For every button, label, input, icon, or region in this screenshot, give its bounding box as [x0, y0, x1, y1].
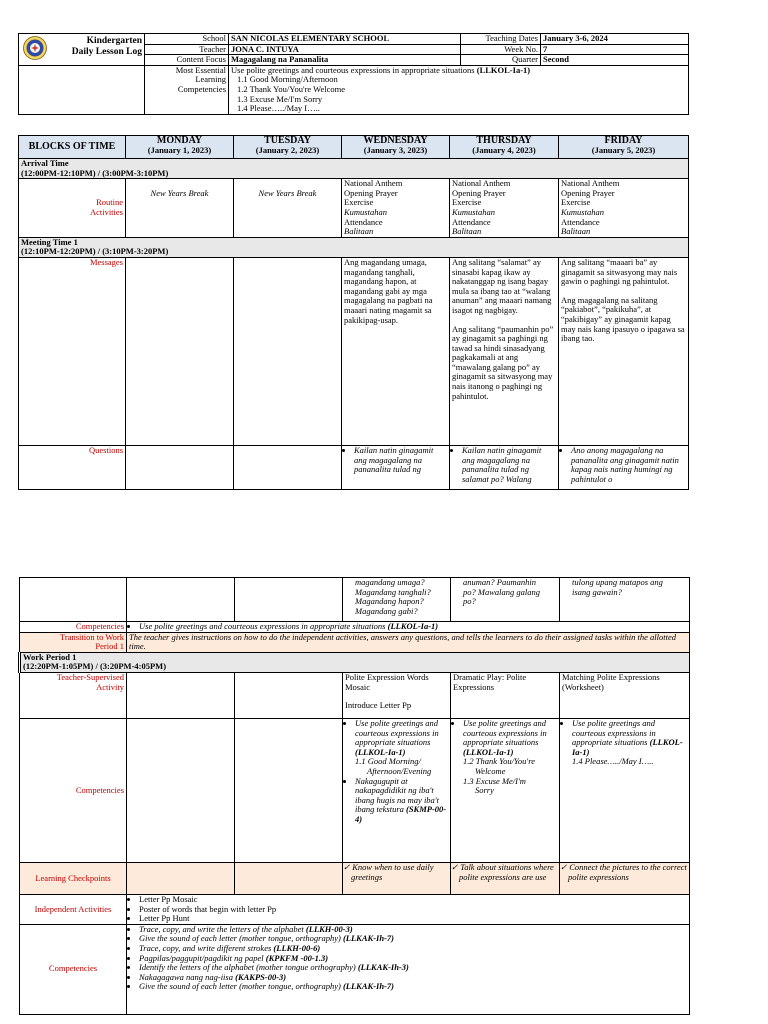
tuesday-header: TUESDAY (January 2, 2023): [234, 136, 342, 159]
teaching-dates-value: January 3-6, 2024: [541, 34, 689, 45]
transition-text: The teacher gives instructions on how to do the independent activities, answers any questions, and tells the learners to do their assigned tasks within the allotted time.: [127, 632, 690, 652]
independent-competencies-label: Competencies: [20, 924, 127, 1014]
arrival-time-section: [19, 159, 689, 179]
tuesday-work-competencies: [235, 718, 343, 862]
dll-main-table-page1: [18, 135, 689, 490]
questions-continued-label: [20, 578, 127, 622]
dll-main-table-page2: [18, 577, 690, 1015]
monday-header: MONDAY (January 1, 2023): [126, 136, 234, 159]
tuesday-messages: [234, 257, 342, 445]
friday-header: FRIDAY (January 5, 2023): [559, 136, 689, 159]
meeting-competencies-value: • Use polite greetings and courteous expressions in appropriate situations (LLKOL-Ia-1): [127, 622, 690, 633]
routine-activities-label: Routine Activities: [19, 179, 126, 238]
mel-item: 1.2 Thank You/You're Welcome: [237, 83, 346, 94]
wednesday-questions: • Kailan natin ginagamit ang magagalang na pananalita tulad ng: [342, 445, 450, 489]
tuesday-questions-cont: [235, 578, 343, 622]
independent-competencies-list: [127, 924, 690, 1014]
wednesday-tsa: Polite Expression Words Mosaic Introduce Letter Pp: [343, 672, 451, 718]
mel-competencies-label: [145, 65, 229, 114]
mel-item: 1.1 Good Morning/Afternoon: [237, 74, 338, 85]
thursday-tsa: Dramatic Play: Polite Expressions: [451, 672, 560, 718]
thursday-checkpoints: ✓ Talk about situations where polite expressions are use: [451, 862, 560, 894]
mel-main-text: Use polite greetings and courteous expressions in appropriate situations: [231, 65, 477, 75]
monday-questions-cont: [127, 578, 235, 622]
thursday-work-competencies: • Use polite greetings and courteous expressions in appropriate situations (LLKOL-Ia-1) 1.2 Thank You/You're Welcome 1.3 Excuse Me/I'm Sorry: [451, 718, 560, 862]
monday-messages: [126, 257, 234, 445]
mel-label-line2: Learning: [195, 74, 226, 85]
monday-tsa: [127, 672, 235, 718]
tuesday-routine: New Years Break: [234, 179, 342, 238]
friday-questions: • Ano anong magagalang na pananalita ang ginagamit natin kapag nais nating humingi ng pahintulot o: [559, 445, 689, 489]
header-table: [18, 33, 689, 115]
tuesday-tsa: [235, 672, 343, 718]
meeting-competencies-label: Competencies: [20, 622, 127, 633]
arrival-time-range: (12:00PM-12:10PM) / (3:00PM-3:10PM): [21, 167, 169, 178]
teacher-supervised-label: Teacher-Supervised Activity: [20, 672, 127, 718]
wednesday-checkpoints: ✓ Know when to use daily greetings: [343, 862, 451, 894]
transition-label: Transition to Work Period 1: [20, 632, 127, 652]
friday-messages: Ang salitang “maaari ba” ay ginagamit sa sitwasyong may nais gawin o paghingi ng pahintulot. Ang magagalang na salitang “pakiabot”, “pakikuha”, at “pakibigay” ay ginagamit kapag may nais kang ipasuyo o ipagawa sa ibang tao.: [559, 257, 689, 445]
questions-label: Questions: [19, 445, 126, 489]
meeting-time-title: Meeting Time 1: [21, 237, 78, 247]
thursday-messages: Ang salitang “salamat” ay sinasabi kapag ikaw ay nakatanggap ng isang bagay mula sa ibang tao at “walang anuman” ang maaari namang isagot ng nagbigay. Ang salitang “paumanhin po” ay ginagamit sa paghingi ng tawad sa hindi sinasadyang pagkakamali at ang “mawalang galang po” ay ginagamit sa sitwasyong may nais itanong o paghingi ng pahintulot.: [450, 257, 559, 445]
week-value: 7: [541, 44, 689, 55]
thursday-routine: National Anthem Opening Prayer Exercise Kumustahan Attendance Balitaan: [450, 179, 559, 238]
blocks-of-time-header: BLOCKS OF TIME: [19, 136, 126, 159]
wednesday-questions-cont: magandang umaga? Magandang tanghali? Magandang hapon? Magandang gabi?: [343, 578, 451, 622]
quarter-value: Second: [541, 55, 689, 66]
week-label: Week No.: [461, 44, 541, 55]
monday-checkpoints: [127, 862, 235, 894]
thursday-questions: • Kailan natin ginagamit ang magagalang na pananalita tulad ng salamat po? Walang: [450, 445, 559, 489]
wednesday-messages: Ang magandang umaga, magandang tanghali, magandang hapon, at magandang gabi ay mga magagalang na pagbati na maaari nating magamit sa pakikipag-usap.: [342, 257, 450, 445]
independent-competency-item: • Pagpilas/paggupit/pagdikit ng papel (KPKFM -00-1.3): [139, 954, 687, 964]
mel-competencies-value: [229, 65, 689, 114]
friday-routine: National Anthem Opening Prayer Exercise Kumustahan Attendance Balitaan: [559, 179, 689, 238]
thursday-header: THURSDAY (January 4, 2023): [450, 136, 559, 159]
monday-work-competencies: [127, 718, 235, 862]
meeting-time-range: (12:10PM-12:20PM) / (3:10PM-3:20PM): [21, 246, 169, 257]
work-competencies-label: Competencies: [20, 718, 127, 862]
mel-main-code: (LLKOL-Ia-1): [476, 65, 531, 75]
mel-label-line1: Most Essential: [175, 65, 226, 75]
independent-competency-item: • Give the sound of each letter (mother tongue, orthography) (LLKAK-Ih-7): [139, 934, 687, 944]
work-period-title: Work Period 1: [23, 652, 77, 662]
independent-activity-item: • Poster of words that begin with letter Pp: [139, 905, 687, 915]
mel-label-line3: Competencies: [177, 83, 226, 94]
school-label: School: [145, 34, 229, 45]
meeting-time-section: [19, 237, 689, 257]
learning-checkpoints-label: Learning Checkpoints: [20, 862, 127, 894]
friday-work-competencies: • Use polite greetings and courteous expressions in appropriate situations (LLKOL-Ia-1) 1.4 Please…../May I…..: [560, 718, 690, 862]
work-period-section: [20, 652, 690, 672]
school-value: SAN NICOLAS ELEMENTARY SCHOOL: [229, 34, 461, 45]
tuesday-checkpoints: [235, 862, 343, 894]
tuesday-questions: [234, 445, 342, 489]
dll-title-kindergarten: Kindergarten: [86, 36, 142, 46]
friday-questions-cont: tulong upang matapos ang isang gawain?: [560, 578, 690, 622]
independent-competency-item: • Give the sound of each letter (mother tongue, orthography) (LLKAK-Ih-7): [139, 982, 687, 992]
wednesday-work-competencies: • Use polite greetings and courteous expressions in appropriate situations (LLKOL-Ia-1) 1.1 Good Morning/ Afternoon/Evening • Nakagugupit at nakapagdidikit ng iba't ibang hugis na may iba't ibang tekstura (SKMP-00-4): [343, 718, 451, 862]
teacher-label: Teacher: [145, 44, 229, 55]
independent-competency-item: • Identify the letters of the alphabet (mother tongue orthography) (LLKAK-Ih-3): [139, 963, 687, 973]
independent-activity-item: • Letter Pp Hunt: [139, 914, 687, 924]
wednesday-routine: National Anthem Opening Prayer Exercise Kumustahan Attendance Balitaan: [342, 179, 450, 238]
mel-item: 1.3 Excuse Me/I'm Sorry: [237, 93, 323, 104]
thursday-questions-cont: anuman? Paumanhin po? Mawalang galang po?: [451, 578, 560, 622]
independent-competency-item: • Trace, copy, and write different strokes (LLKH-00-6): [139, 944, 687, 954]
friday-tsa: Matching Polite Expressions (Worksheet): [560, 672, 690, 718]
teacher-value: JONA C. INTUYA: [229, 44, 461, 55]
work-period-range: (12:20PM-1:05PM) / (3:20PM-4:05PM): [23, 661, 167, 672]
monday-routine: New Years Break: [126, 179, 234, 238]
independent-activity-item: • Letter Pp Mosaic: [139, 895, 687, 905]
independent-activities-label: Independent Activities: [20, 894, 127, 924]
dll-title-daily-lesson-log: Daily Lesson Log: [71, 47, 142, 57]
quarter-label: Quarter: [461, 55, 541, 66]
content-focus-label: Content Focus: [145, 55, 229, 66]
wednesday-header: WEDNESDAY (January 3, 2023): [342, 136, 450, 159]
independent-competency-item: • Nakagagawa nang nag-iisa (KAKPS-00-3): [139, 973, 687, 983]
messages-label: Messages: [19, 257, 126, 445]
teaching-dates-label: Teaching Dates: [461, 34, 541, 45]
content-focus-value: Magagalang na Pananalita: [229, 55, 461, 66]
independent-competency-item: • Trace, copy, and write the letters of the alphabet (LLKH-00-3): [139, 925, 687, 935]
independent-activities-list: [127, 894, 690, 924]
arrival-time-title: Arrival Time: [21, 158, 69, 168]
mel-item: 1.4 Please…../May I…..: [237, 103, 320, 114]
monday-questions: [126, 445, 234, 489]
friday-checkpoints: ✓ Connect the pictures to the correct polite expressions: [560, 862, 690, 894]
